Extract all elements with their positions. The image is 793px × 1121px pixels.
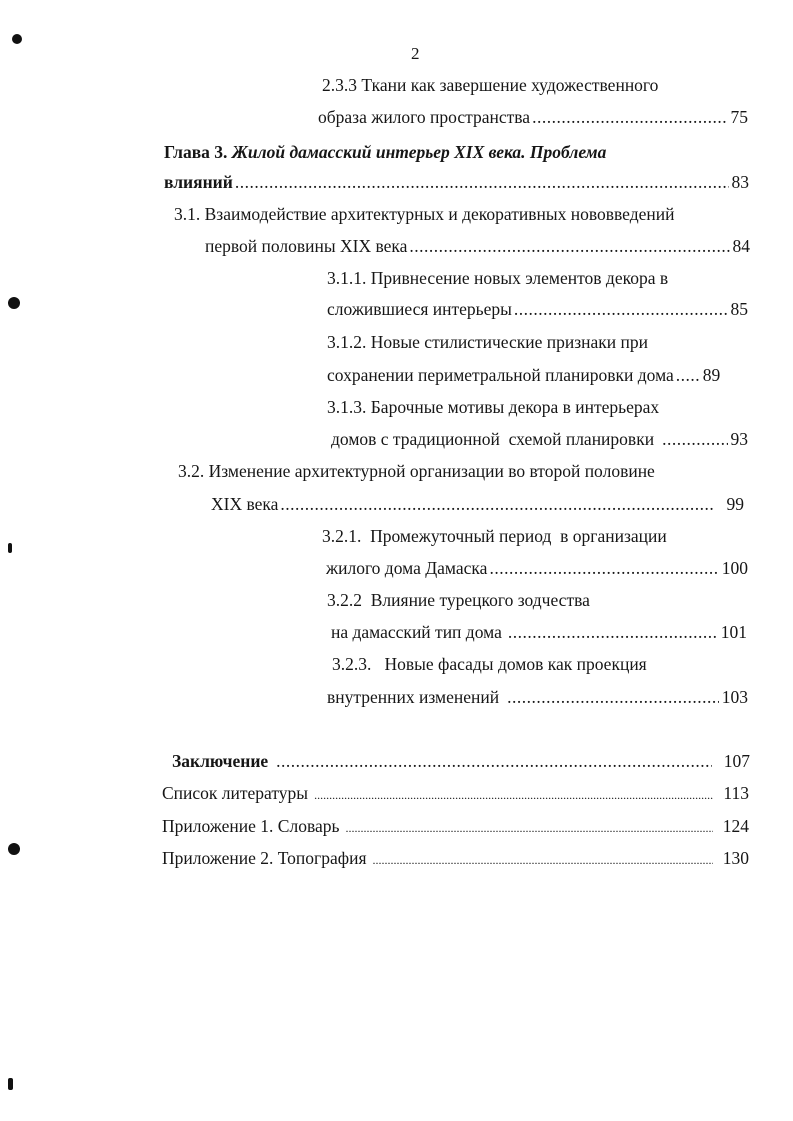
toc-page-number: 100 (721, 558, 748, 578)
chapter-title: Жилой дамасский интерьер XIX века. Проблема (227, 142, 607, 162)
toc-page-number: 99 (726, 494, 744, 514)
chapter-prefix: Глава 3. (164, 142, 228, 162)
toc-entry-title: сохранении периметральной планировки дома (327, 365, 674, 385)
toc-leader-dots (662, 428, 727, 450)
toc-leader-dots (280, 493, 714, 515)
toc-leader-dots (489, 557, 718, 579)
toc-leader-dots (676, 364, 700, 386)
toc-entry (162, 782, 749, 806)
toc-page-number: 84 (732, 236, 750, 256)
toc-entry-title: 2.3.3 Ткани как завершение художественного (322, 75, 659, 95)
toc-page-number: 93 (730, 429, 748, 449)
toc-entry-title: внутренних изменений (327, 687, 500, 707)
toc-entry-title: 3.1. Взаимодействие архитектурных и декоративных нововведений (174, 204, 675, 224)
toc-entry-title: Приложение 2. Топография (162, 848, 367, 868)
toc-entry (327, 589, 707, 611)
toc-entry-title: 3.2. Изменение архитектурной организации во второй половине (178, 461, 655, 481)
toc-leader-dots (235, 171, 729, 193)
toc-leader-dots (373, 849, 713, 871)
toc-entry (178, 460, 718, 482)
toc-entry-title: 3.1.3. Барочные мотивы декора в интерьерах (327, 397, 660, 417)
scan-mark (8, 843, 20, 855)
toc-entry (211, 493, 744, 515)
toc-entry (174, 203, 734, 225)
toc-leader-dots (276, 750, 712, 772)
toc-entry-title: жилого дома Дамаска (326, 558, 488, 578)
toc-chapter-heading (164, 141, 724, 163)
toc-leader-dots (507, 686, 719, 708)
toc-entry (162, 847, 749, 871)
toc-leader-dots (314, 784, 713, 806)
toc-leader-dots (508, 621, 718, 643)
toc-entry (318, 106, 748, 128)
toc-entry (172, 750, 750, 772)
toc-leader-dots (346, 817, 713, 839)
toc-entry (331, 621, 747, 643)
toc-entry (162, 815, 749, 839)
toc-entry-title: на дамасский тип дома (331, 622, 502, 642)
toc-entry-title: образа жилого пространства (318, 107, 531, 127)
toc-entry-title: Список литературы (162, 783, 309, 803)
scan-mark (8, 543, 12, 553)
toc-entry-title: домов с традиционной схемой планировки (331, 429, 655, 449)
toc-page-number: 85 (730, 299, 748, 319)
toc-entry-title: 3.2.2 Влияние турецкого зодчества (327, 590, 590, 610)
toc-entry-title: 3.1.2. Новые стилистические признаки при (327, 332, 648, 352)
toc-entry-title: Заключение (172, 751, 269, 771)
toc-leader-dots (514, 298, 728, 320)
toc-entry (164, 171, 749, 193)
toc-page-number: 107 (723, 751, 750, 771)
toc-entry-title: 3.2.1. Промежуточный период в организации (322, 526, 667, 546)
toc-leader-dots (409, 235, 729, 257)
toc-entry (327, 686, 748, 708)
toc-entry (332, 653, 712, 675)
toc-page-number: 75 (730, 107, 748, 127)
toc-page-number: 101 (720, 622, 747, 642)
toc-entry-title: влияний (164, 172, 233, 192)
toc-page-number: 113 (723, 783, 749, 803)
toc-page-number: 103 (721, 687, 748, 707)
toc-entry-title: Приложение 1. Словарь (162, 816, 340, 836)
toc-entry-title: 3.2.3. Новые фасады домов как проекция (332, 654, 647, 674)
toc-entry (327, 364, 748, 386)
scan-mark (12, 34, 22, 44)
toc-entry (327, 298, 748, 320)
toc-entry (205, 235, 750, 257)
page-number: 2 (411, 44, 420, 63)
toc-entry-title: XIX века (211, 494, 279, 514)
toc-entry (322, 74, 702, 96)
toc-entry (327, 331, 707, 353)
toc-entry (322, 525, 712, 547)
toc-entry-title: 3.1.1. Привнесение новых элементов декора в (327, 268, 669, 288)
toc-leader-dots (532, 106, 727, 128)
toc-entry (327, 396, 707, 418)
toc-page-number: 89 (702, 365, 721, 385)
toc-entry-title: первой половины XIX века (205, 236, 408, 256)
toc-page-number: 83 (731, 172, 749, 192)
toc-page-number: 124 (722, 816, 749, 836)
toc-entry (326, 557, 748, 579)
toc-entry (327, 267, 707, 289)
toc-entry-title: сложившиеся интерьеры (327, 299, 512, 319)
scan-mark (8, 1078, 13, 1090)
toc-page-number: 130 (722, 848, 749, 868)
toc-entry (331, 428, 748, 450)
scan-mark (8, 297, 20, 309)
